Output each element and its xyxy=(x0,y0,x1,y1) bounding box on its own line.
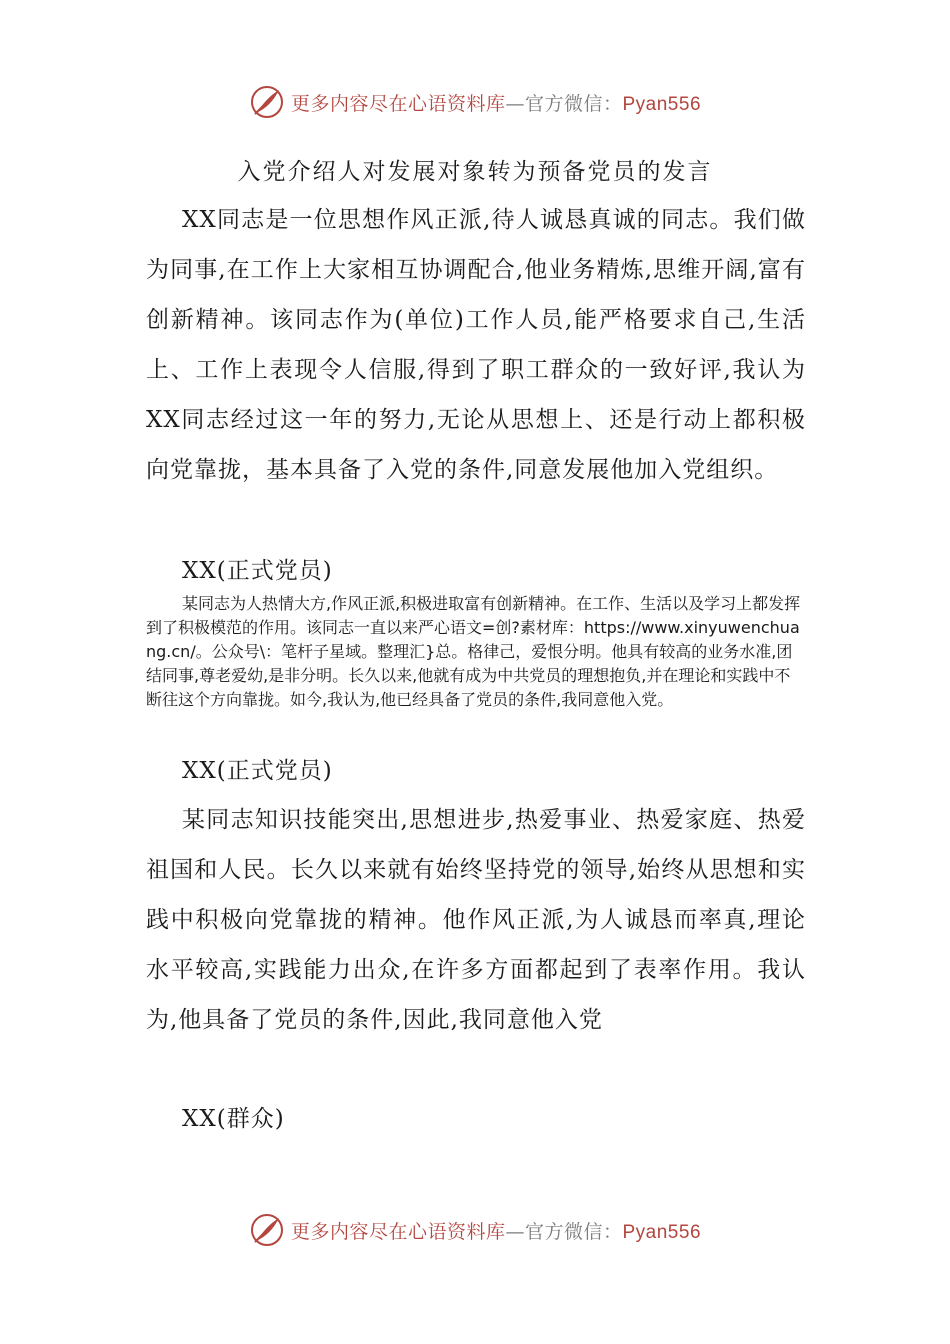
footer-banner-text xyxy=(291,1217,701,1244)
banner-separator: — xyxy=(505,92,525,115)
signature-3: XX(群众) xyxy=(182,1106,285,1132)
footer-banner-wechat-id: Pyan556 xyxy=(622,1221,702,1243)
header-banner xyxy=(0,80,950,124)
banner-wechat-label: 官方微信： xyxy=(524,92,623,115)
signature-1: XX(正式党员) xyxy=(182,558,333,584)
footer-banner xyxy=(0,1208,950,1252)
banner-text xyxy=(291,89,701,116)
banner-wechat-id: Pyan556 xyxy=(622,93,702,115)
footer-banner-separator: — xyxy=(505,1220,525,1243)
paragraph-1: XX同志是一位思想作风正派,待人诚恳真诚的同志。我们做为同事,在工作上大家相互协调配合,他业务精炼,思维开阔,富有创新精神。该同志作为(单位)工作人员,能严格要求自己,生活上、工作上表现令人信服,得到了职工群众的一致好评,我认为XX同志经过这一年的努力,无论从思想上、还是行动上都积极向党靠拢，基本具备了入党的条件,同意发展他加入党组织。 xyxy=(146,207,806,483)
feather-pen-logo-icon xyxy=(249,84,285,120)
banner-title: 更多内容尽在心语资料库 xyxy=(290,92,506,115)
paragraph-3: 某同志知识技能突出,思想进步,热爱事业、热爱家庭、热爱祖国和人民。长久以来就有始终坚持党的领导,始终从思想和实践中积极向党靠拢的精神。他作风正派,为人诚恳而率真,理论水平较高,实践能力出众,在许多方面都起到了表率作用。我认为,他具备了党员的条件,因此,我同意他入党 xyxy=(146,807,806,1033)
signature-2: XX(正式党员) xyxy=(182,758,333,784)
feather-pen-logo-icon xyxy=(249,1212,285,1248)
paragraph-2: 某同志为人热情大方,作风正派,积极进取富有创新精神。在工作、生活以及学习上都发挥到了积极模范的作用。该同志一直以来严心语文=创?素材库：https://www.xinyuwenchuang.cn/。公众号\：笔杆子星域。整理汇}总。格律己，爱恨分明。他具有较高的业务水准,团结同事,尊老爱幼,是非分明。长久以来,他就有成为中共党员的理想抱负,并在理论和实践中不断往这个方向靠拢。如今,我认为,他已经具备了党员的条件,我同意他入党。 xyxy=(146,594,801,709)
footer-banner-wechat-label: 官方微信： xyxy=(524,1220,623,1243)
footer-banner-title: 更多内容尽在心语资料库 xyxy=(290,1220,506,1243)
document-title: 入党介绍人对发展对象转为预备党员的发言 xyxy=(237,159,713,185)
